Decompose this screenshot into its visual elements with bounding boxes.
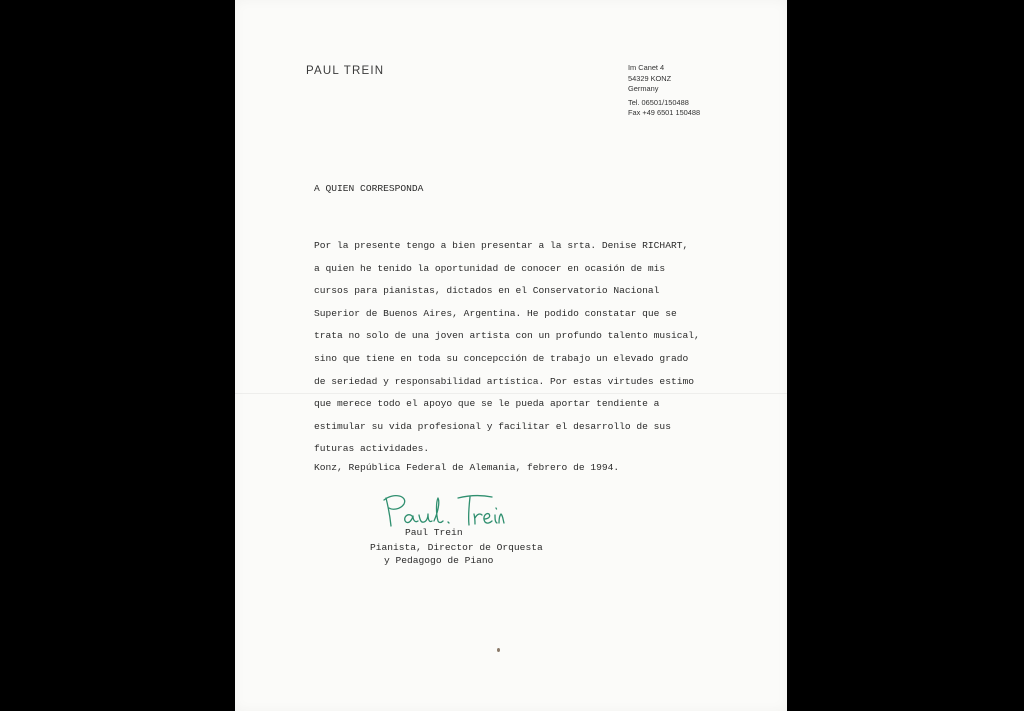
- body-line: a quien he tenido la oportunidad de conocer en ocasión de mis: [314, 262, 666, 274]
- letterhead-name: PAUL TREIN: [306, 65, 385, 77]
- signatory-title-line-1: Pianista, Director de Orquesta: [370, 542, 543, 553]
- signatory-name: Paul Trein: [405, 527, 463, 538]
- body-line: de seriedad y responsabilidad artística. Por estas virtudes estimo: [314, 375, 694, 387]
- letter-page: [235, 0, 787, 711]
- letterhead-address: [628, 63, 700, 119]
- address-fax: Fax +49 6501 150488: [628, 108, 701, 117]
- signatory-title-line-2: y Pedagogo de Piano: [384, 555, 494, 566]
- body-line: sino que tiene en toda su concepcción de trabajo un elevado grado: [314, 352, 689, 364]
- body-line: estimular su vida profesional y facilitar el desarrollo de sus: [314, 420, 671, 432]
- letter-body: [314, 235, 700, 461]
- address-city: 54329 KONZ: [628, 73, 672, 83]
- body-line: Por la presente tengo a bien presentar a la srta. Denise RICHART,: [314, 240, 689, 251]
- address-street: Im Canet 4: [628, 63, 665, 72]
- place-and-date: Konz, República Federal de Alemania, febrero de 1994.: [314, 462, 620, 473]
- body-line: futuras actividades.: [314, 443, 430, 455]
- address-tel: Tel. 06501/150488: [628, 97, 689, 107]
- address-country: Germany: [628, 84, 659, 93]
- body-line: trata no solo de una joven artista con un profundo talento musical,: [314, 330, 700, 342]
- body-line: que merece todo el apoyo que se le pueda aportar tendiente a: [314, 398, 660, 410]
- handwritten-signature: [378, 490, 528, 530]
- paper-speck: [497, 648, 500, 652]
- body-line: Superior de Buenos Aires, Argentina. He podido constatar que se: [314, 307, 677, 319]
- salutation: A QUIEN CORRESPONDA: [314, 183, 424, 194]
- body-line: cursos para pianistas, dictados en el Conservatorio Nacional: [314, 285, 660, 297]
